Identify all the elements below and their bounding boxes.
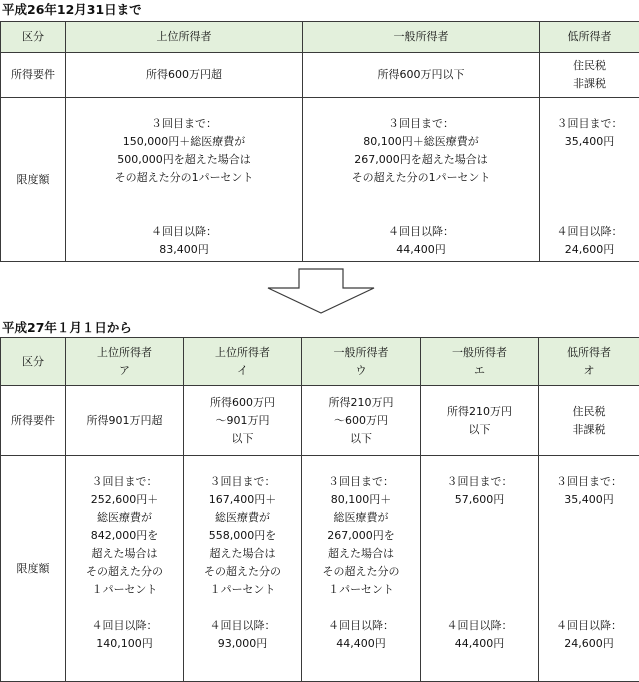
header-category: 区分 [1, 22, 66, 53]
limit-label: 限度額 [1, 98, 66, 262]
header-low-income-o: 低所得者 オ [539, 338, 639, 386]
header-low-income: 低所得者 [540, 22, 639, 53]
header-high-income-i: 上位所得者 イ [184, 338, 302, 386]
header-high-income: 上位所得者 [66, 22, 303, 53]
section-title-after: 平成27年１月１日から [2, 318, 132, 336]
down-arrow-icon [266, 268, 376, 314]
header-category: 区分 [1, 338, 66, 386]
requirement-a: 所得901万円超 [66, 386, 184, 456]
limit-a: ３回目まで： 252,600円＋ 総医療費が 842,000円を 超えた場合は その超えた分の １パーセント ４回目以降： 140,100円 [66, 456, 184, 682]
limit-row [1, 98, 639, 262]
limit-low-income: ３回目まで： 35,400円 ４回目以降： 24,600円 [540, 98, 639, 262]
requirement-row [1, 386, 639, 456]
requirement-u: 所得210万円 ～600万円 以下 [302, 386, 421, 456]
requirement-general-income: 所得600万円以下 [303, 53, 540, 98]
limit-general-income: ３回目まで： 80,100円＋総医療費が 267,000円を超えた場合は その超えた分の1パーセント ４回目以降： 44,400円 [303, 98, 540, 262]
requirement-e: 所得210万円 以下 [421, 386, 539, 456]
limit-label: 限度額 [1, 456, 66, 682]
requirement-row [1, 53, 639, 98]
requirement-low-income: 住民税 非課税 [540, 53, 639, 98]
limit-u: ３回目まで： 80,100円＋ 総医療費が 267,000円を 超えた場合は その超えた分の １パーセント ４回目以降： 44,400円 [302, 456, 421, 682]
requirement-o: 住民税 非課税 [539, 386, 639, 456]
limit-e: ３回目まで： 57,600円 ４回目以降： 44,400円 [421, 456, 539, 682]
header-row [1, 22, 639, 53]
limit-table-after [0, 337, 639, 682]
limit-row [1, 456, 639, 682]
header-general-income-e: 一般所得者 エ [421, 338, 539, 386]
section-title-before: 平成26年12月31日まで [2, 0, 142, 18]
requirement-label: 所得要件 [1, 53, 66, 98]
requirement-high-income: 所得600万円超 [66, 53, 303, 98]
header-general-income: 一般所得者 [303, 22, 540, 53]
requirement-i: 所得600万円 ～901万円 以下 [184, 386, 302, 456]
limit-o: ３回目まで： 35,400円 ４回目以降： 24,600円 [539, 456, 639, 682]
header-general-income-u: 一般所得者 ウ [302, 338, 421, 386]
requirement-label: 所得要件 [1, 386, 66, 456]
header-row [1, 338, 639, 386]
limit-i: ３回目まで： 167,400円＋ 総医療費が 558,000円を 超えた場合は その超えた分の １パーセント ４回目以降： 93,000円 [184, 456, 302, 682]
limit-table-before [0, 21, 639, 262]
header-high-income-a: 上位所得者 ア [66, 338, 184, 386]
limit-high-income: ３回目まで： 150,000円＋総医療費が 500,000円を超えた場合は その超えた分の1パーセント ４回目以降： 83,400円 [66, 98, 303, 262]
